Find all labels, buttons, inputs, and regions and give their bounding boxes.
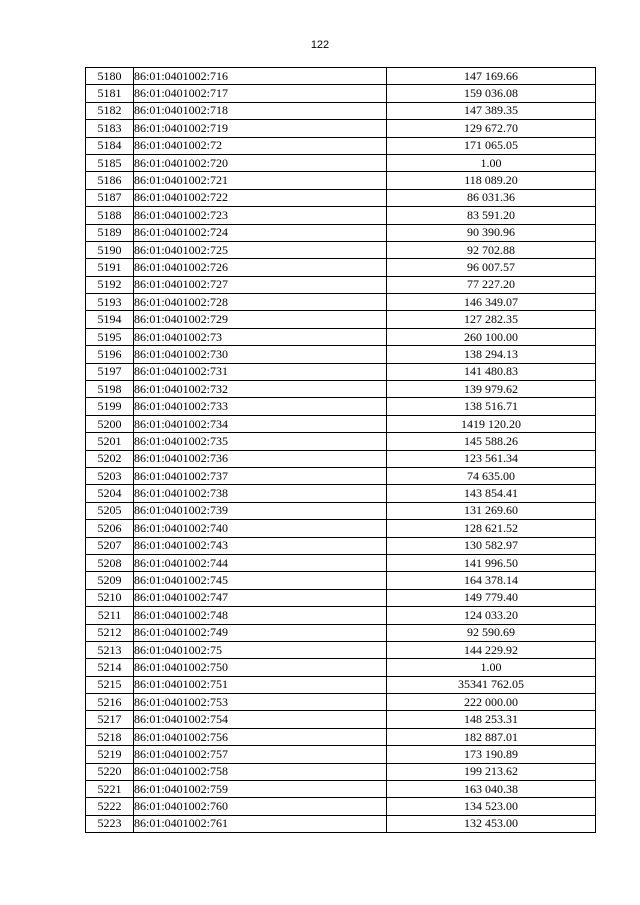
value-cell: 147 169.66 xyxy=(387,68,596,85)
value-cell: 260 100.00 xyxy=(387,328,596,345)
cadastral-id-cell: 86:01:0401002:739 xyxy=(134,502,387,519)
row-number-cell: 5201 xyxy=(86,433,134,450)
row-number-cell: 5182 xyxy=(86,102,134,119)
value-cell: 92 702.88 xyxy=(387,241,596,258)
value-cell: 132 453.00 xyxy=(387,815,596,832)
row-number-cell: 5190 xyxy=(86,241,134,258)
page-number: 122 xyxy=(310,39,330,51)
cadastral-table xyxy=(85,67,596,833)
value-cell: 138 294.13 xyxy=(387,346,596,363)
cadastral-id-cell: 86:01:0401002:718 xyxy=(134,102,387,119)
row-number-cell: 5202 xyxy=(86,450,134,467)
cadastral-id-cell: 86:01:0401002:754 xyxy=(134,711,387,728)
row-number-cell: 5180 xyxy=(86,68,134,85)
row-number-cell: 5203 xyxy=(86,467,134,484)
cadastral-id-cell: 86:01:0401002:759 xyxy=(134,781,387,798)
row-number-cell: 5204 xyxy=(86,485,134,502)
row-number-cell: 5191 xyxy=(86,259,134,276)
table-row xyxy=(86,328,596,345)
table-row xyxy=(86,711,596,728)
value-cell: 86 031.36 xyxy=(387,189,596,206)
cadastral-id-cell: 86:01:0401002:727 xyxy=(134,276,387,293)
cadastral-id-cell: 86:01:0401002:737 xyxy=(134,467,387,484)
row-number-cell: 5187 xyxy=(86,189,134,206)
row-number-cell: 5193 xyxy=(86,294,134,311)
table-row xyxy=(86,537,596,554)
value-cell: 1.00 xyxy=(387,154,596,171)
value-cell: 90 390.96 xyxy=(387,224,596,241)
cadastral-id-cell: 86:01:0401002:721 xyxy=(134,172,387,189)
row-number-cell: 5196 xyxy=(86,346,134,363)
table-row xyxy=(86,381,596,398)
row-number-cell: 5183 xyxy=(86,120,134,137)
value-cell: 163 040.38 xyxy=(387,781,596,798)
cadastral-id-cell: 86:01:0401002:756 xyxy=(134,728,387,745)
value-cell: 164 378.14 xyxy=(387,572,596,589)
value-cell: 149 779.40 xyxy=(387,589,596,606)
value-cell: 141 480.83 xyxy=(387,363,596,380)
table-row xyxy=(86,137,596,154)
cadastral-id-cell: 86:01:0401002:740 xyxy=(134,520,387,537)
table-row xyxy=(86,311,596,328)
row-number-cell: 5218 xyxy=(86,728,134,745)
row-number-cell: 5220 xyxy=(86,763,134,780)
row-number-cell: 5223 xyxy=(86,815,134,832)
row-number-cell: 5219 xyxy=(86,746,134,763)
value-cell: 145 588.26 xyxy=(387,433,596,450)
table-row xyxy=(86,241,596,258)
row-number-cell: 5200 xyxy=(86,415,134,432)
table-row xyxy=(86,102,596,119)
table-row xyxy=(86,641,596,658)
row-number-cell: 5216 xyxy=(86,694,134,711)
cadastral-table-body xyxy=(86,68,596,833)
cadastral-id-cell: 86:01:0401002:72 xyxy=(134,137,387,154)
table-row xyxy=(86,520,596,537)
table-row xyxy=(86,763,596,780)
cadastral-id-cell: 86:01:0401002:73 xyxy=(134,328,387,345)
row-number-cell: 5195 xyxy=(86,328,134,345)
table-row xyxy=(86,294,596,311)
cadastral-id-cell: 86:01:0401002:725 xyxy=(134,241,387,258)
value-cell: 134 523.00 xyxy=(387,798,596,815)
table-row xyxy=(86,189,596,206)
row-number-cell: 5206 xyxy=(86,520,134,537)
cadastral-id-cell: 86:01:0401002:730 xyxy=(134,346,387,363)
row-number-cell: 5214 xyxy=(86,659,134,676)
table-row xyxy=(86,363,596,380)
row-number-cell: 5211 xyxy=(86,607,134,624)
cadastral-id-cell: 86:01:0401002:749 xyxy=(134,624,387,641)
table-row xyxy=(86,68,596,85)
row-number-cell: 5189 xyxy=(86,224,134,241)
table-row xyxy=(86,172,596,189)
table-row xyxy=(86,224,596,241)
value-cell: 147 389.35 xyxy=(387,102,596,119)
row-number-cell: 5185 xyxy=(86,154,134,171)
row-number-cell: 5208 xyxy=(86,554,134,571)
value-cell: 1419 120.20 xyxy=(387,415,596,432)
cadastral-id-cell: 86:01:0401002:720 xyxy=(134,154,387,171)
value-cell: 74 635.00 xyxy=(387,467,596,484)
table-row xyxy=(86,554,596,571)
cadastral-id-cell: 86:01:0401002:731 xyxy=(134,363,387,380)
cadastral-id-cell: 86:01:0401002:723 xyxy=(134,207,387,224)
table-row xyxy=(86,572,596,589)
cadastral-id-cell: 86:01:0401002:732 xyxy=(134,381,387,398)
cadastral-id-cell: 86:01:0401002:744 xyxy=(134,554,387,571)
table-row xyxy=(86,607,596,624)
table-row xyxy=(86,781,596,798)
table-row xyxy=(86,676,596,693)
cadastral-id-cell: 86:01:0401002:716 xyxy=(134,68,387,85)
value-cell: 123 561.34 xyxy=(387,450,596,467)
value-cell: 130 582.97 xyxy=(387,537,596,554)
row-number-cell: 5198 xyxy=(86,381,134,398)
row-number-cell: 5205 xyxy=(86,502,134,519)
table-row xyxy=(86,485,596,502)
value-cell: 146 349.07 xyxy=(387,294,596,311)
table-row xyxy=(86,659,596,676)
value-cell: 35341 762.05 xyxy=(387,676,596,693)
cadastral-id-cell: 86:01:0401002:735 xyxy=(134,433,387,450)
row-number-cell: 5209 xyxy=(86,572,134,589)
cadastral-id-cell: 86:01:0401002:745 xyxy=(134,572,387,589)
cadastral-id-cell: 86:01:0401002:743 xyxy=(134,537,387,554)
value-cell: 182 887.01 xyxy=(387,728,596,745)
row-number-cell: 5192 xyxy=(86,276,134,293)
table-row xyxy=(86,154,596,171)
cadastral-id-cell: 86:01:0401002:757 xyxy=(134,746,387,763)
table-row xyxy=(86,502,596,519)
row-number-cell: 5188 xyxy=(86,207,134,224)
row-number-cell: 5199 xyxy=(86,398,134,415)
row-number-cell: 5197 xyxy=(86,363,134,380)
cadastral-id-cell: 86:01:0401002:728 xyxy=(134,294,387,311)
table-row xyxy=(86,120,596,137)
table-row xyxy=(86,467,596,484)
row-number-cell: 5184 xyxy=(86,137,134,154)
value-cell: 199 213.62 xyxy=(387,763,596,780)
row-number-cell: 5213 xyxy=(86,641,134,658)
cadastral-id-cell: 86:01:0401002:751 xyxy=(134,676,387,693)
cadastral-id-cell: 86:01:0401002:724 xyxy=(134,224,387,241)
value-cell: 83 591.20 xyxy=(387,207,596,224)
row-number-cell: 5212 xyxy=(86,624,134,641)
cadastral-id-cell: 86:01:0401002:736 xyxy=(134,450,387,467)
value-cell: 92 590.69 xyxy=(387,624,596,641)
value-cell: 131 269.60 xyxy=(387,502,596,519)
row-number-cell: 5210 xyxy=(86,589,134,606)
cadastral-id-cell: 86:01:0401002:738 xyxy=(134,485,387,502)
table-row xyxy=(86,815,596,832)
cadastral-id-cell: 86:01:0401002:753 xyxy=(134,694,387,711)
value-cell: 139 979.62 xyxy=(387,381,596,398)
row-number-cell: 5215 xyxy=(86,676,134,693)
cadastral-id-cell: 86:01:0401002:760 xyxy=(134,798,387,815)
cadastral-id-cell: 86:01:0401002:722 xyxy=(134,189,387,206)
row-number-cell: 5217 xyxy=(86,711,134,728)
row-number-cell: 5222 xyxy=(86,798,134,815)
cadastral-id-cell: 86:01:0401002:75 xyxy=(134,641,387,658)
value-cell: 171 065.05 xyxy=(387,137,596,154)
value-cell: 148 253.31 xyxy=(387,711,596,728)
table-row xyxy=(86,85,596,102)
table-row xyxy=(86,728,596,745)
cadastral-id-cell: 86:01:0401002:734 xyxy=(134,415,387,432)
value-cell: 118 089.20 xyxy=(387,172,596,189)
row-number-cell: 5181 xyxy=(86,85,134,102)
table-row xyxy=(86,624,596,641)
table-row xyxy=(86,276,596,293)
row-number-cell: 5186 xyxy=(86,172,134,189)
cadastral-id-cell: 86:01:0401002:729 xyxy=(134,311,387,328)
value-cell: 77 227.20 xyxy=(387,276,596,293)
table-row xyxy=(86,259,596,276)
row-number-cell: 5207 xyxy=(86,537,134,554)
value-cell: 141 996.50 xyxy=(387,554,596,571)
table-row xyxy=(86,746,596,763)
cadastral-id-cell: 86:01:0401002:747 xyxy=(134,589,387,606)
value-cell: 222 000.00 xyxy=(387,694,596,711)
value-cell: 138 516.71 xyxy=(387,398,596,415)
table-row xyxy=(86,589,596,606)
value-cell: 143 854.41 xyxy=(387,485,596,502)
row-number-cell: 5221 xyxy=(86,781,134,798)
value-cell: 127 282.35 xyxy=(387,311,596,328)
table-row xyxy=(86,798,596,815)
cadastral-id-cell: 86:01:0401002:748 xyxy=(134,607,387,624)
value-cell: 144 229.92 xyxy=(387,641,596,658)
cadastral-id-cell: 86:01:0401002:733 xyxy=(134,398,387,415)
value-cell: 128 621.52 xyxy=(387,520,596,537)
value-cell: 1.00 xyxy=(387,659,596,676)
table-row xyxy=(86,398,596,415)
table-row xyxy=(86,694,596,711)
table-row xyxy=(86,415,596,432)
table-row xyxy=(86,433,596,450)
value-cell: 159 036.08 xyxy=(387,85,596,102)
value-cell: 129 672.70 xyxy=(387,120,596,137)
cadastral-id-cell: 86:01:0401002:719 xyxy=(134,120,387,137)
cadastral-id-cell: 86:01:0401002:726 xyxy=(134,259,387,276)
cadastral-id-cell: 86:01:0401002:758 xyxy=(134,763,387,780)
value-cell: 173 190.89 xyxy=(387,746,596,763)
table-row xyxy=(86,207,596,224)
value-cell: 124 033.20 xyxy=(387,607,596,624)
table-row xyxy=(86,450,596,467)
cadastral-id-cell: 86:01:0401002:750 xyxy=(134,659,387,676)
row-number-cell: 5194 xyxy=(86,311,134,328)
cadastral-id-cell: 86:01:0401002:717 xyxy=(134,85,387,102)
cadastral-id-cell: 86:01:0401002:761 xyxy=(134,815,387,832)
value-cell: 96 007.57 xyxy=(387,259,596,276)
table-row xyxy=(86,346,596,363)
